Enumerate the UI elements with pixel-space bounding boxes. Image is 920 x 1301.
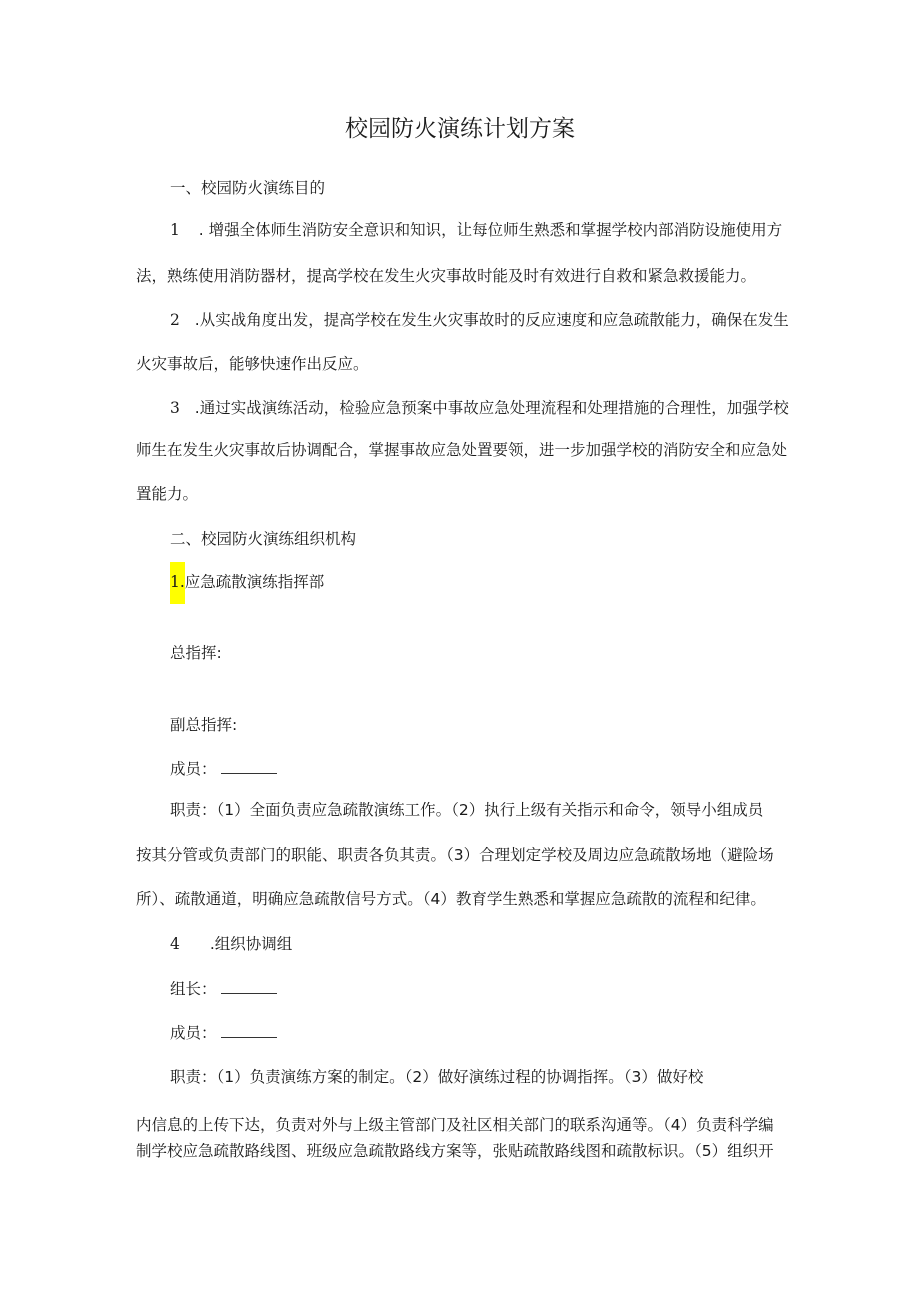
section-1-heading: 一、校园防火演练目的 [170, 179, 326, 197]
members-blank [221, 1023, 277, 1038]
leader-line [170, 977, 277, 1001]
subsection-4-number: 4 [170, 935, 180, 953]
members-line-1 [170, 757, 277, 781]
paragraph-3-line-1 [170, 396, 789, 420]
section-2-heading: 二、校园防火演练组织机构 [170, 530, 357, 548]
members-line-2 [170, 1021, 277, 1045]
paragraph-3-number: 3 [170, 399, 185, 417]
duty-1-line-2: 按其分管或负责部门的职能、职责各负其责。（3）合理划定学校及周边应急疏散场地（避险场 [136, 846, 774, 864]
paragraph-2-line-2: 火灾事故后，能够快速作出反应。 [136, 355, 369, 373]
duty-2-line-2: 内信息的上传下达，负责对外与上级主管部门及社区相关部门的联系沟通等。（4）负责科学编 [136, 1116, 774, 1134]
paragraph-2-text: .从实战角度出发，提高学校在发生火灾事故时的反应速度和应急疏散能力，确保在发生 [194, 311, 789, 329]
paragraph-2-line-1 [170, 308, 789, 332]
subsection-4-text: .组织协调组 [209, 935, 293, 953]
paragraph-3-line-3: 置能力。 [136, 485, 199, 503]
commander-label: 总指挥: [170, 644, 222, 662]
subsection-1-heading [170, 562, 324, 604]
duty-2-line-1: 职责：（1）负责演练方案的制定。（2）做好演练过程的协调指挥。（3）做好校 [170, 1068, 704, 1086]
duty-2-line-3: 制学校应急疏散路线图、班级应急疏散路线方案等，张贴疏散路线图和疏散标识。（5）组织开 [136, 1142, 774, 1160]
paragraph-1-line-1 [170, 218, 782, 242]
duty-1-line-3: 所）、疏散通道，明确应急疏散信号方式。（4）教育学生熟悉和掌握应急疏散的流程和纪律。 [136, 890, 766, 908]
leader-blank [221, 979, 277, 994]
paragraph-1-number: 1 [170, 221, 185, 239]
subsection-1-text: 应急疏散演练指挥部 [184, 573, 325, 591]
duty-1-line-1: 职责：（1）全面负责应急疏散演练工作。（2）执行上级有关指示和命令，领导小组成员 [170, 801, 764, 819]
page-title: 校园防火演练计划方案 [345, 116, 575, 142]
members-label: 成员： [170, 1024, 217, 1042]
subsection-4-heading [170, 932, 292, 956]
paragraph-3-line-2: 师生在发生火灾事故后协调配合，掌握事故应急处置要领，进一步加强学校的消防安全和应急处 [136, 441, 788, 459]
members-label: 成员： [170, 760, 217, 778]
members-blank [221, 759, 277, 774]
paragraph-1-line-2: 法，熟练使用消防器材，提高学校在发生火灾事故时能及时有效进行自救和紧急救援能力。 [136, 267, 757, 285]
paragraph-1-text: . 增强全体师生消防安全意识和知识，让每位师生熟悉和掌握学校内部消防设施使用方 [198, 221, 783, 239]
paragraph-3-text: .通过实战演练活动，检验应急预案中事故应急处理流程和处理措施的合理性，加强学校 [194, 399, 789, 417]
leader-label: 组长： [170, 980, 217, 998]
highlighted-number: 1. [170, 562, 185, 604]
deputy-commander-label: 副总指挥: [170, 716, 238, 734]
paragraph-2-number: 2 [170, 311, 185, 329]
